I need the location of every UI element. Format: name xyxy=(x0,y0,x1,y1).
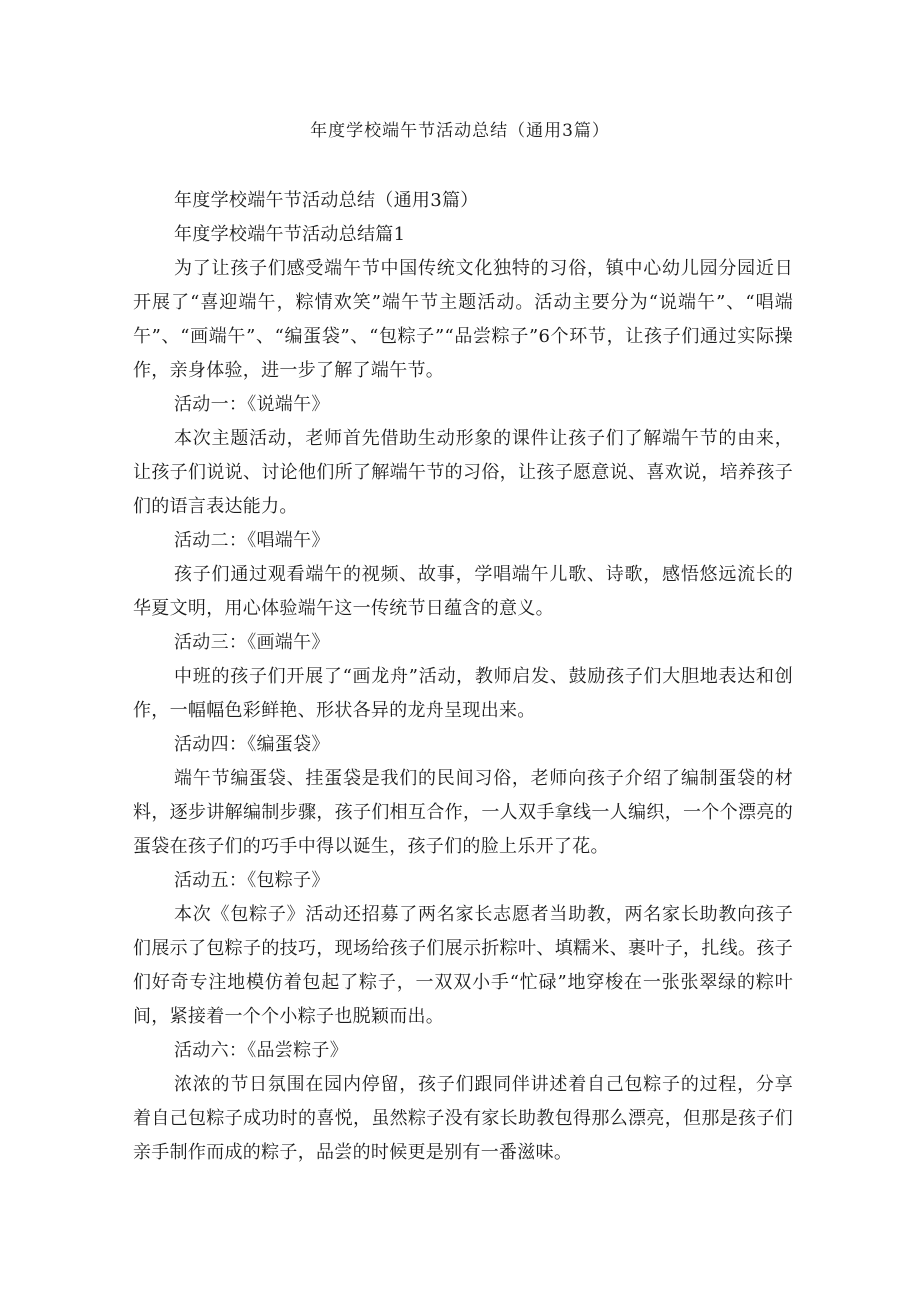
activity-text-1: 本次主题活动，老师首先借助生动形象的课件让孩子们了解端午节的由来，让孩子们说说、讨论他们所了解端午节的习俗，让孩子愿意说、喜欢说，培养孩子们的语言表达能力。 xyxy=(133,428,793,517)
activity-text-3: 中班的孩子们开展了“画龙舟”活动，教师启发、鼓励孩子们大胆地表达和创作，一幅幅色彩鲜艳、形状各异的龙舟呈现出来。 xyxy=(133,666,793,721)
document-title: 年度学校端午节活动总结（通用3篇） xyxy=(310,121,610,141)
activity-heading-4: 活动四：《编蛋袋》 xyxy=(174,734,330,755)
activity-text-6: 浓浓的节日氛围在园内停留，孩子们跟同伴讲述着自己包粽子的过程，分享着自己包粽子成功时的喜悦，虽然粽子没有家长助教包得那么漂亮，但那是孩子们亲手制作而成的粽子，品尝的时候更是别有一番滋味。 xyxy=(133,1074,793,1163)
activity-heading-6: 活动六：《品尝粽子》 xyxy=(174,1040,348,1061)
activity-heading-5: 活动五：《包粽子》 xyxy=(174,870,330,891)
activity-text-2: 孩子们通过观看端午的视频、故事，学唱端午儿歌、诗歌，感悟悠远流长的华夏文明，用心体验端午这一传统节日蕴含的意义。 xyxy=(133,564,793,619)
intro-paragraph: 为了让孩子们感受端午节中国传统文化独特的习俗，镇中心幼儿园分园近日开展了“喜迎端午，粽情欢笑”端午节主题活动。活动主要分为“说端午”、“唱端午”、“画端午”、“编蛋袋”、“包粽子”“品尝粽子”6个环节，让孩子们通过实际操作，亲身体验，进一步了解了端午节。 xyxy=(133,258,793,381)
activity-heading-3: 活动三：《画端午》 xyxy=(174,632,330,653)
activity-heading-1: 活动一：《说端午》 xyxy=(174,394,330,415)
document-body xyxy=(133,184,793,1170)
activity-text-5: 本次《包粽子》活动还招募了两名家长志愿者当助教，两名家长助教向孩子们展示了包粽子的技巧，现场给孩子们展示折粽叶、填糯米、裹叶子，扎线。孩子们好奇专注地模仿着包起了粽子，一双双小手“忙碌”地穿梭在一张张翠绿的粽叶间，紧接着一个个小粽子也脱颖而出。 xyxy=(133,904,793,1027)
section-heading: 年度学校端午节活动总结篇1 xyxy=(174,224,406,245)
subtitle-paragraph: 年度学校端午节活动总结（通用3篇） xyxy=(174,190,479,211)
activity-text-4: 端午节编蛋袋、挂蛋袋是我们的民间习俗，老师向孩子介绍了编制蛋袋的材料，逐步讲解编制步骤，孩子们相互合作，一人双手拿线一人编织，一个个漂亮的蛋袋在孩子们的巧手中得以诞生，孩子们的脸上乐开了花。 xyxy=(133,768,793,857)
activity-heading-2: 活动二：《唱端午》 xyxy=(174,530,330,551)
